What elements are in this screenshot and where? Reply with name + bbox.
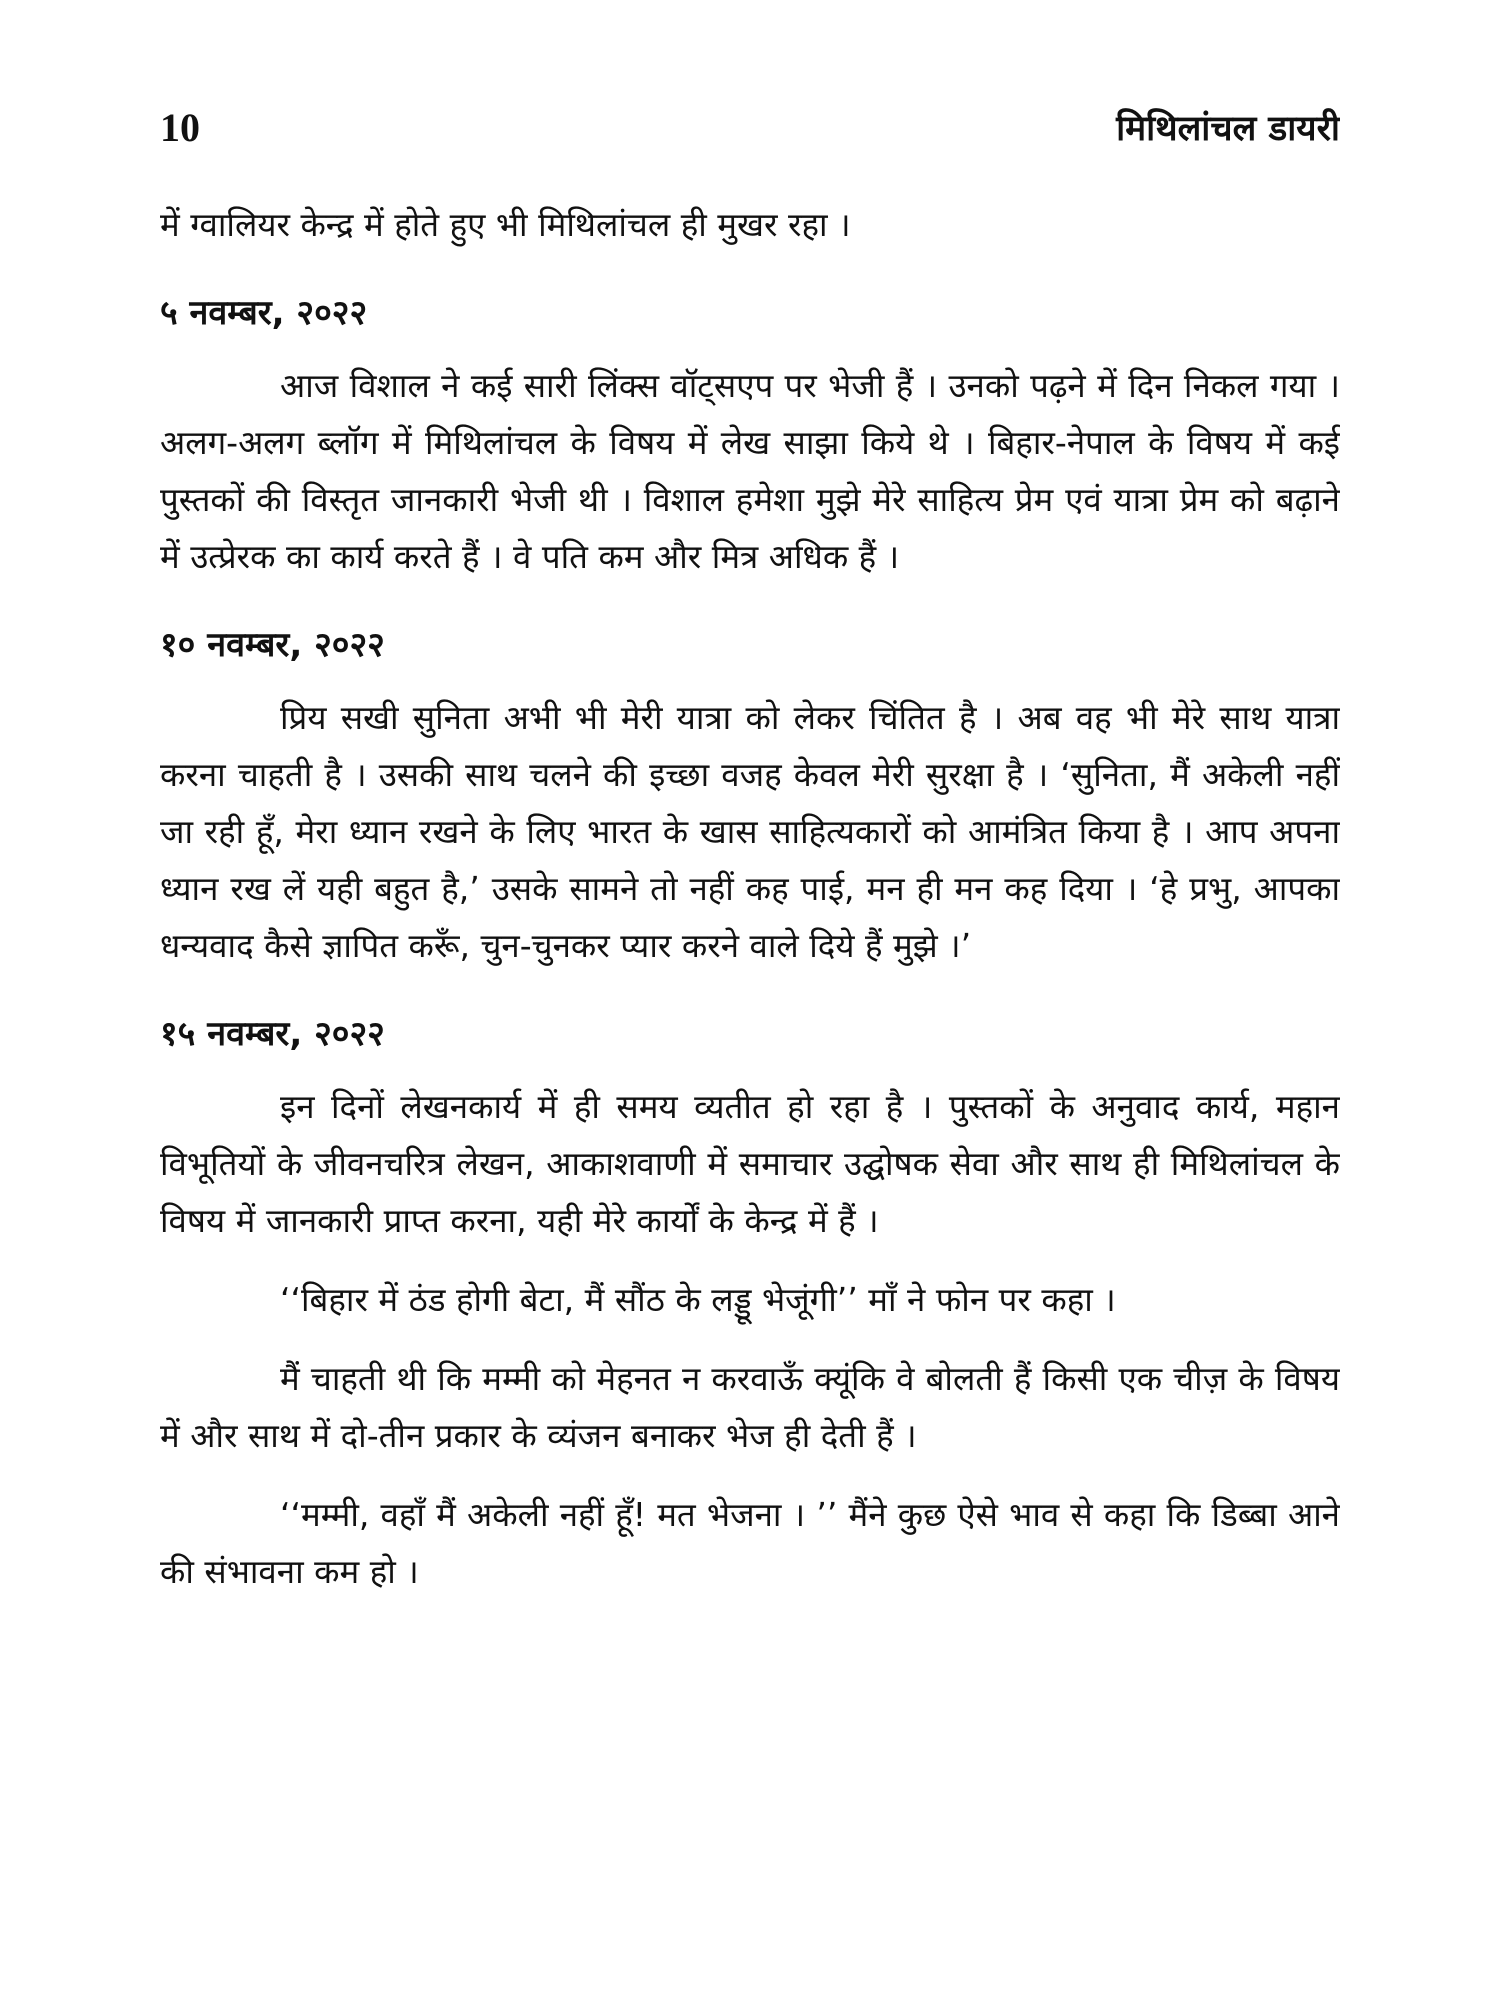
continued-paragraph: में ग्वालियर केन्द्र में होते हुए भी मिथिलांचल ही मुखर रहा । (160, 205, 851, 244)
entry-paragraph: ‘‘बिहार में ठंड होगी बेटा, मैं सौंठ के लड्डू भेजूंगी’’ माँ ने फोन पर कहा । (280, 1280, 1116, 1319)
diary-entry-nov-10 (160, 619, 1340, 974)
diary-entry-nov-5 (160, 287, 1340, 585)
entry-date: १० नवम्बर, २०२२ (160, 625, 385, 665)
book-page (160, 100, 1340, 1960)
entry-paragraph: इन दिनों लेखनकार्य में ही समय व्यतीत हो रहा है । पुस्तकों के अनुवाद कार्य, महान विभूतियों के जीवनचरित्र लेखन, आकाशवाणी में समाचार उद्घोषक सेवा और साथ ही मिथिलांचल के विषय में जानकारी प्राप्त करना, यही मेरे कार्यों के केन्द्र में हैं । (160, 1087, 1340, 1240)
entry-date: १५ नवम्बर, २०२२ (160, 1014, 385, 1054)
entry-paragraph: मैं चाहती थी कि मम्मी को मेहनत न करवाऊँ क्यूंकि वे बोलती हैं किसी एक चीज़ के विषय में और साथ में दो-तीन प्रकार के व्यंजन बनाकर भेज ही देती हैं । (160, 1359, 1340, 1455)
page-header (160, 100, 1340, 160)
entry-paragraph: प्रिय सखी सुनिता अभी भी मेरी यात्रा को लेकर चिंतित है । अब वह भी मेरे साथ यात्रा करना चाहती है । उसकी साथ चलने की इच्छा वजह केवल मेरी सुरक्षा है । ‘सुनिता, मैं अकेली नहीं जा रही हूँ, मेरा ध्यान रखने के लिए भारत के खास साहित्यकारों को आमंत्रित किया है । आप अपना ध्यान रख लें यही बहुत है,’ उसके सामने तो नहीं कह पाई, मन ही मन कह दिया । ‘हे प्रभु, आपका धन्यवाद कैसे ज्ञापित करूँ, चुन-चुनकर प्यार करने वाले दिये हैं मुझे ।’ (160, 698, 1340, 965)
diary-entry-nov-15 (160, 1008, 1340, 1600)
entry-date: ५ नवम्बर, २०२२ (160, 293, 368, 333)
running-title: मिथिलांचल डायरी (1116, 109, 1340, 149)
entry-paragraph: ‘‘मम्मी, वहाँ मैं अकेली नहीं हूँ! मत भेजना । ’’ मैंने कुछ ऐसे भाव से कहा कि डिब्बा आने की संभावना कम हो । (160, 1495, 1340, 1591)
page-number: 10 (160, 105, 200, 150)
entry-paragraph: आज विशाल ने कई सारी लिंक्स वॉट्सएप पर भेजी हैं । उनको पढ़ने में दिन निकल गया । अलग-अलग ब्लॉग में मिथिलांचल के विषय में लेख साझा किये थे । बिहार-नेपाल के विषय में कई पुस्तकों की विस्तृत जानकारी भेजी थी । विशाल हमेशा मुझे मेरे साहित्य प्रेम एवं यात्रा प्रेम को बढ़ाने में उत्प्रेरक का कार्य करते हैं । वे पति कम और मित्र अधिक हैं । (160, 366, 1340, 576)
